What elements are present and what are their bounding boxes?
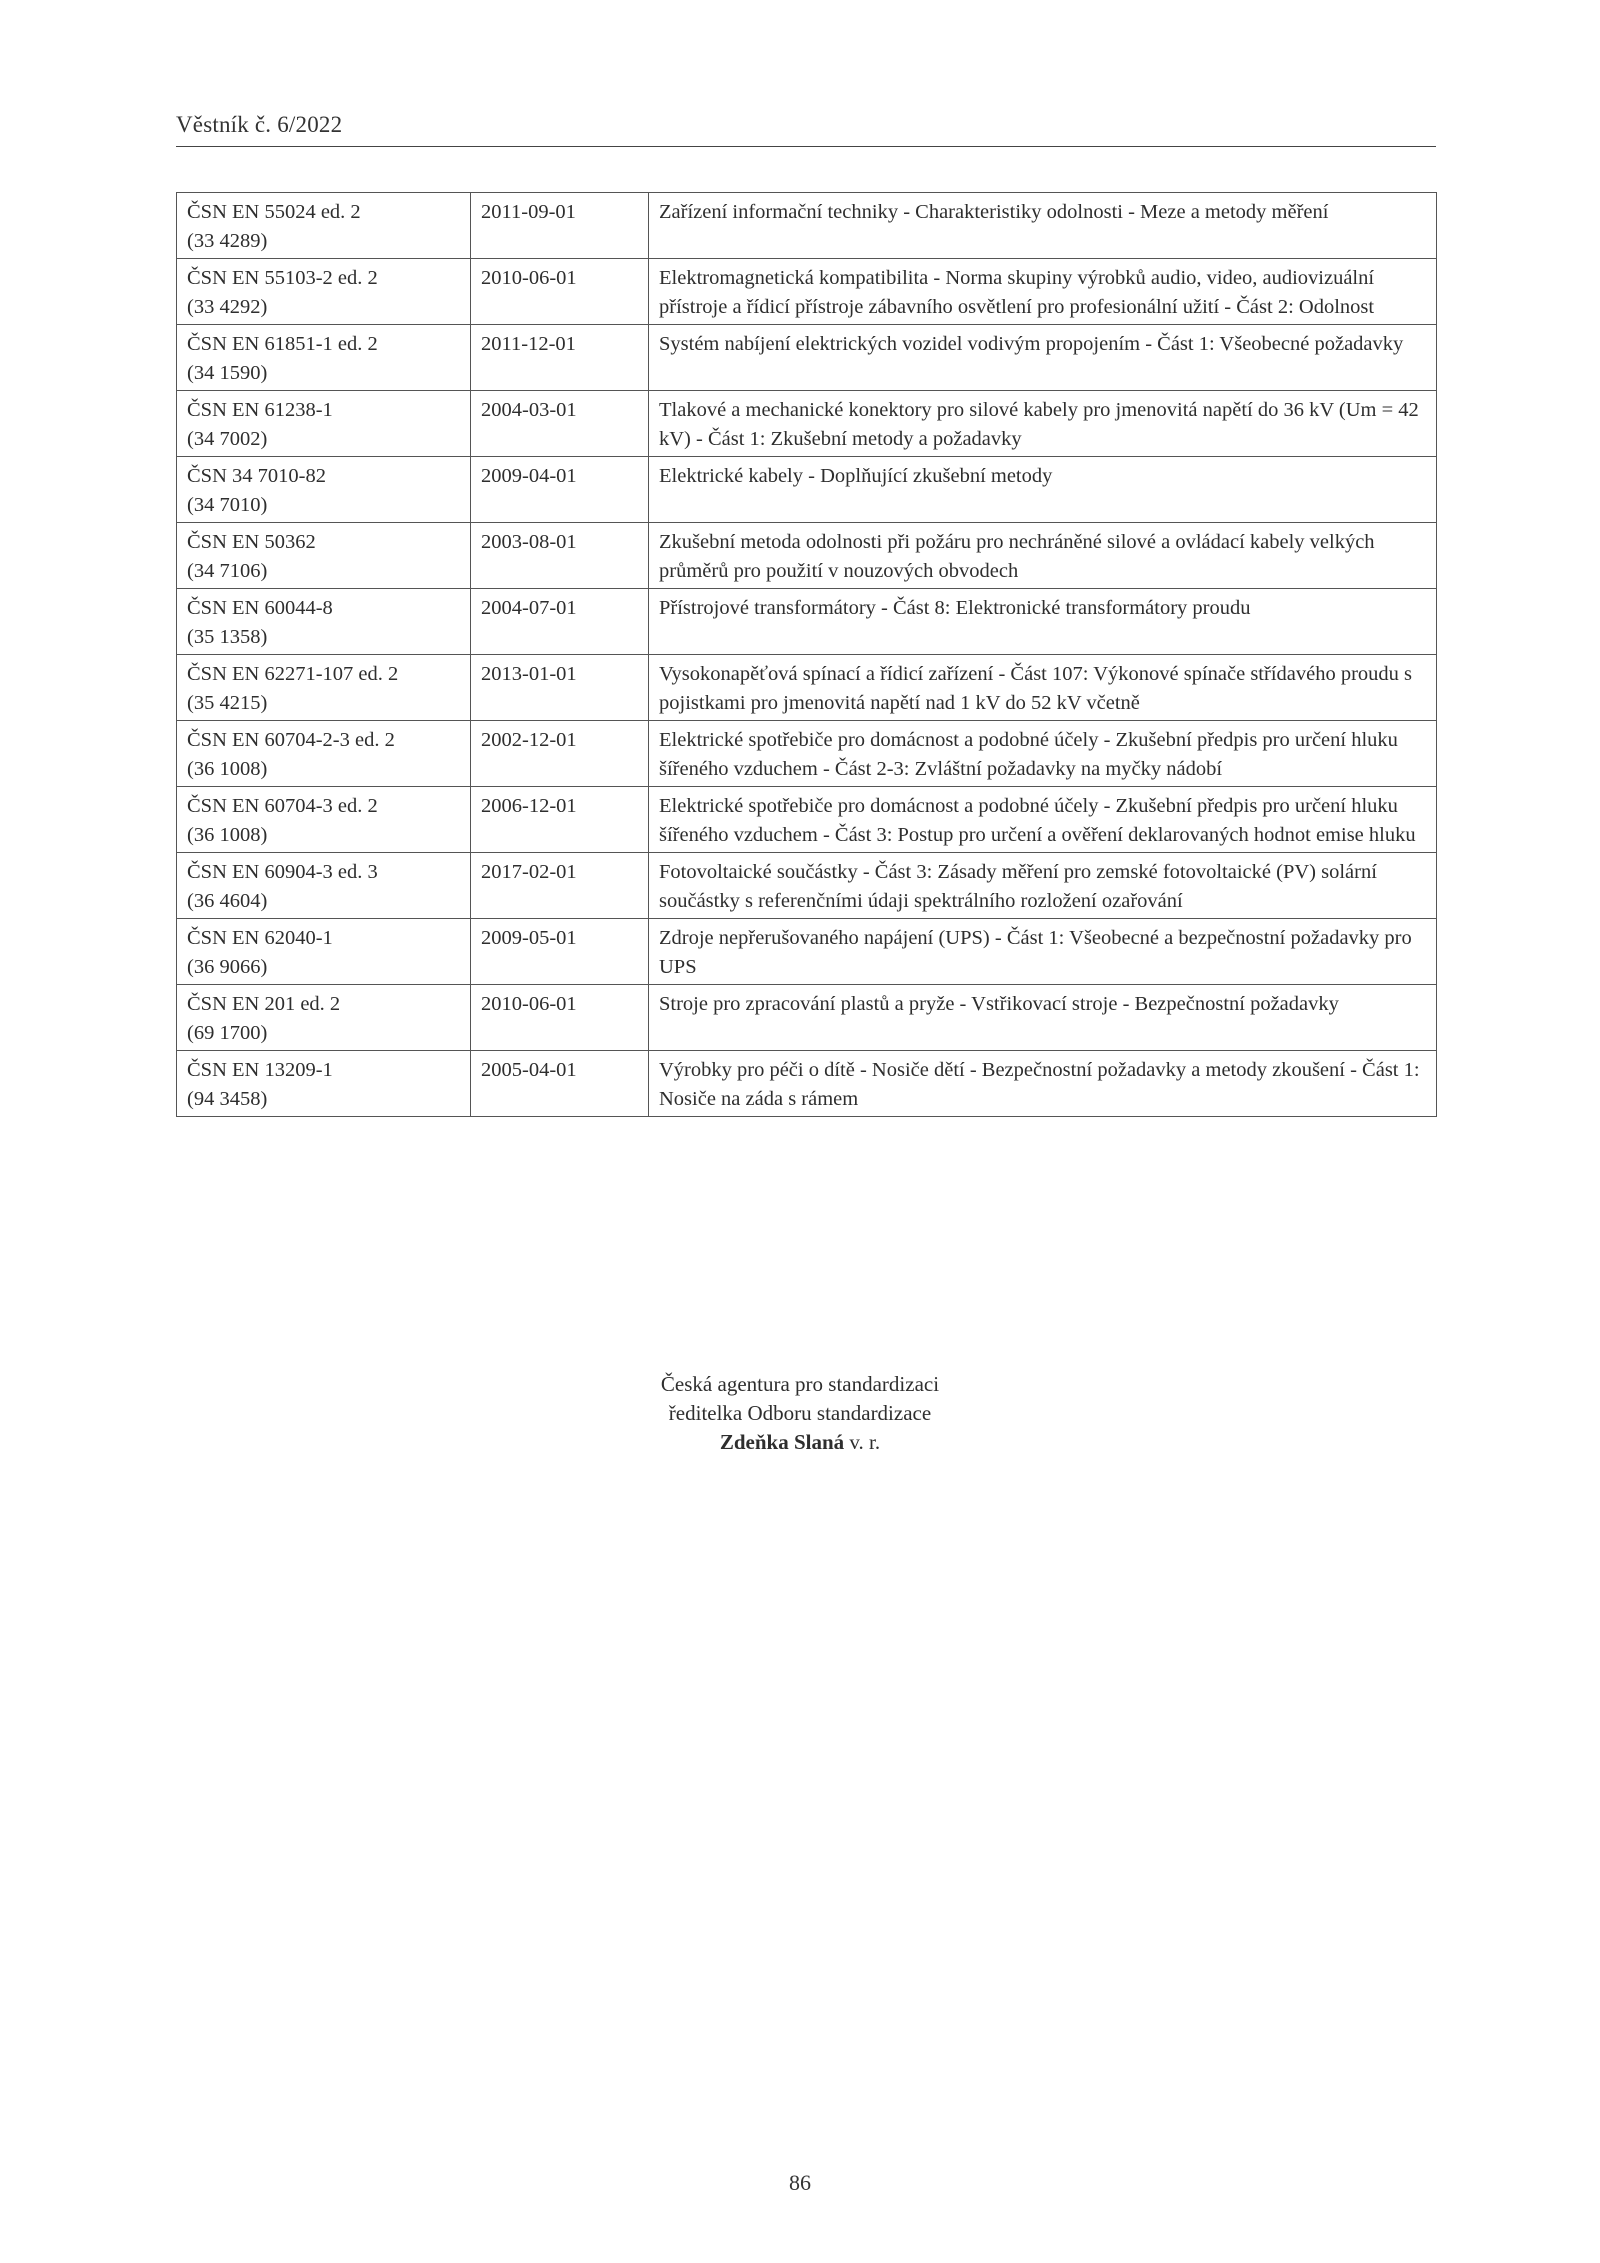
standard-designation-cell xyxy=(177,457,471,523)
standard-title-cell: Systém nabíjení elektrických vozidel vodivým propojením - Část 1: Všeobecné požadavky xyxy=(649,325,1437,391)
classification-number: (34 1590) xyxy=(187,362,268,384)
standard-code: ČSN EN 60704-3 ed. 2 xyxy=(187,795,378,817)
standard-code: ČSN EN 62040-1 xyxy=(187,927,333,949)
effective-date-cell: 2011-12-01 xyxy=(471,325,649,391)
standard-code: ČSN EN 61238-1 xyxy=(187,399,333,421)
standard-designation-cell xyxy=(177,391,471,457)
standard-designation-cell xyxy=(177,655,471,721)
effective-date-cell: 2002-12-01 xyxy=(471,721,649,787)
standard-designation-cell xyxy=(177,721,471,787)
classification-number: (36 1008) xyxy=(187,824,268,846)
standard-code: ČSN EN 50362 xyxy=(187,531,316,553)
standard-title-cell: Zdroje nepřerušovaného napájení (UPS) - Část 1: Všeobecné a bezpečnostní požadavky pro UPS xyxy=(649,919,1437,985)
signature-name: Zdeňka Slaná xyxy=(719,1430,845,1454)
table-row xyxy=(177,853,1437,919)
classification-number: (33 4289) xyxy=(187,230,268,252)
standard-title-cell: Elektromagnetická kompatibilita - Norma skupiny výrobků audio, video, audiovizuální přístroje a řídicí přístroje zábavního osvětlení pro profesionální užití - Část 2: Odolnost xyxy=(649,259,1437,325)
signature-role: ředitelka Odboru standardizace xyxy=(668,1401,932,1425)
effective-date-cell: 2004-03-01 xyxy=(471,391,649,457)
classification-number: (34 7002) xyxy=(187,428,268,450)
classification-number: (35 4215) xyxy=(187,692,268,714)
signature-organization: Česká agentura pro standardizaci xyxy=(660,1372,940,1396)
effective-date-cell: 2011-09-01 xyxy=(471,193,649,259)
classification-number: (36 4604) xyxy=(187,890,268,912)
standard-designation-cell xyxy=(177,193,471,259)
standard-title-cell: Výrobky pro péči o dítě - Nosiče dětí - Bezpečnostní požadavky a metody zkoušení - Část 1: Nosiče na záda s rámem xyxy=(649,1051,1437,1117)
standard-designation-cell xyxy=(177,589,471,655)
standard-title-cell: Fotovoltaické součástky - Část 3: Zásady měření pro zemské fotovoltaické (PV) solární součástky s referenčními údaji spektrálního rozložení ozařování xyxy=(649,853,1437,919)
signature-line xyxy=(0,1428,1600,1457)
classification-number: (34 7106) xyxy=(187,560,268,582)
standard-designation-cell xyxy=(177,523,471,589)
classification-number: (69 1700) xyxy=(187,1022,268,1044)
standard-title-cell: Elektrické spotřebiče pro domácnost a podobné účely - Zkušební předpis pro určení hluku šířeného vzduchem - Část 2-3: Zvláštní požadavky na myčky nádobí xyxy=(649,721,1437,787)
standard-title-cell: Zkušební metoda odolnosti při požáru pro nechráněné silové a ovládací kabely velkých průměrů pro použití v nouzových obvodech xyxy=(649,523,1437,589)
standard-designation-cell xyxy=(177,325,471,391)
classification-number: (33 4292) xyxy=(187,296,268,318)
table-row xyxy=(177,589,1437,655)
table-row xyxy=(177,391,1437,457)
cancelled-standards-table xyxy=(176,192,1437,1117)
effective-date-cell: 2009-05-01 xyxy=(471,919,649,985)
effective-date-cell: 2013-01-01 xyxy=(471,655,649,721)
effective-date-cell: 2005-04-01 xyxy=(471,1051,649,1117)
standard-code: ČSN EN 61851-1 ed. 2 xyxy=(187,333,378,355)
standard-code: ČSN EN 62271-107 ed. 2 xyxy=(187,663,399,685)
effective-date-cell: 2010-06-01 xyxy=(471,985,649,1051)
standard-title-cell: Zařízení informační techniky - Charakteristiky odolnosti - Meze a metody měření xyxy=(649,193,1437,259)
effective-date-cell: 2010-06-01 xyxy=(471,259,649,325)
classification-number: (34 7010) xyxy=(187,494,268,516)
standard-title-cell: Přístrojové transformátory - Část 8: Elektronické transformátory proudu xyxy=(649,589,1437,655)
standard-designation-cell xyxy=(177,853,471,919)
standard-designation-cell xyxy=(177,1051,471,1117)
effective-date-cell: 2004-07-01 xyxy=(471,589,649,655)
classification-number: (94 3458) xyxy=(187,1088,268,1110)
standard-title-cell: Elektrické spotřebiče pro domácnost a podobné účely - Zkušební předpis pro určení hluku šířeného vzduchem - Část 3: Postup pro určení a ověření deklarovaných hodnot emise hluku xyxy=(649,787,1437,853)
classification-number: (36 9066) xyxy=(187,956,268,978)
standard-code: ČSN EN 60704-2-3 ed. 2 xyxy=(187,729,395,751)
table-row xyxy=(177,325,1437,391)
table-row xyxy=(177,787,1437,853)
page-header xyxy=(176,112,1436,147)
standard-code: ČSN EN 13209-1 xyxy=(187,1059,333,1081)
signature-block xyxy=(0,1370,1600,1457)
table-row xyxy=(177,655,1437,721)
standard-code: ČSN EN 201 ed. 2 xyxy=(187,993,341,1015)
standard-title-cell: Vysokonapěťová spínací a řídicí zařízení - Část 107: Výkonové spínače střídavého proudu s pojistkami pro jmenovitá napětí nad 1 kV do 52 kV včetně xyxy=(649,655,1437,721)
classification-number: (35 1358) xyxy=(187,626,268,648)
standard-designation-cell xyxy=(177,787,471,853)
table-row xyxy=(177,259,1437,325)
standard-code: ČSN EN 60044-8 xyxy=(187,597,333,619)
table-row xyxy=(177,1051,1437,1117)
effective-date-cell: 2003-08-01 xyxy=(471,523,649,589)
table-row xyxy=(177,985,1437,1051)
table-row xyxy=(177,193,1437,259)
effective-date-cell: 2017-02-01 xyxy=(471,853,649,919)
table-row xyxy=(177,457,1437,523)
standard-code: ČSN EN 60904-3 ed. 3 xyxy=(187,861,378,883)
standard-title-cell: Elektrické kabely - Doplňující zkušební metody xyxy=(649,457,1437,523)
standard-code: ČSN EN 55103-2 ed. 2 xyxy=(187,267,378,289)
table-row xyxy=(177,523,1437,589)
table-row xyxy=(177,919,1437,985)
page-number: 86 xyxy=(789,2170,811,2195)
table-row xyxy=(177,721,1437,787)
standard-title-cell: Stroje pro zpracování plastů a pryže - Vstřikovací stroje - Bezpečnostní požadavky xyxy=(649,985,1437,1051)
standard-title-cell: Tlakové a mechanické konektory pro silové kabely pro jmenovitá napětí do 36 kV (Um = 42 kV) - Část 1: Zkušební metody a požadavky xyxy=(649,391,1437,457)
classification-number: (36 1008) xyxy=(187,758,268,780)
journal-issue-title: Věstník č. 6/2022 xyxy=(176,112,343,137)
effective-date-cell: 2009-04-01 xyxy=(471,457,649,523)
table-body xyxy=(177,193,1437,1117)
standard-designation-cell xyxy=(177,919,471,985)
standard-code: ČSN EN 55024 ed. 2 xyxy=(187,201,361,223)
standard-code: ČSN 34 7010-82 xyxy=(187,465,326,487)
signature-suffix: v. r. xyxy=(844,1430,881,1454)
standard-designation-cell xyxy=(177,985,471,1051)
standard-designation-cell xyxy=(177,259,471,325)
effective-date-cell: 2006-12-01 xyxy=(471,787,649,853)
